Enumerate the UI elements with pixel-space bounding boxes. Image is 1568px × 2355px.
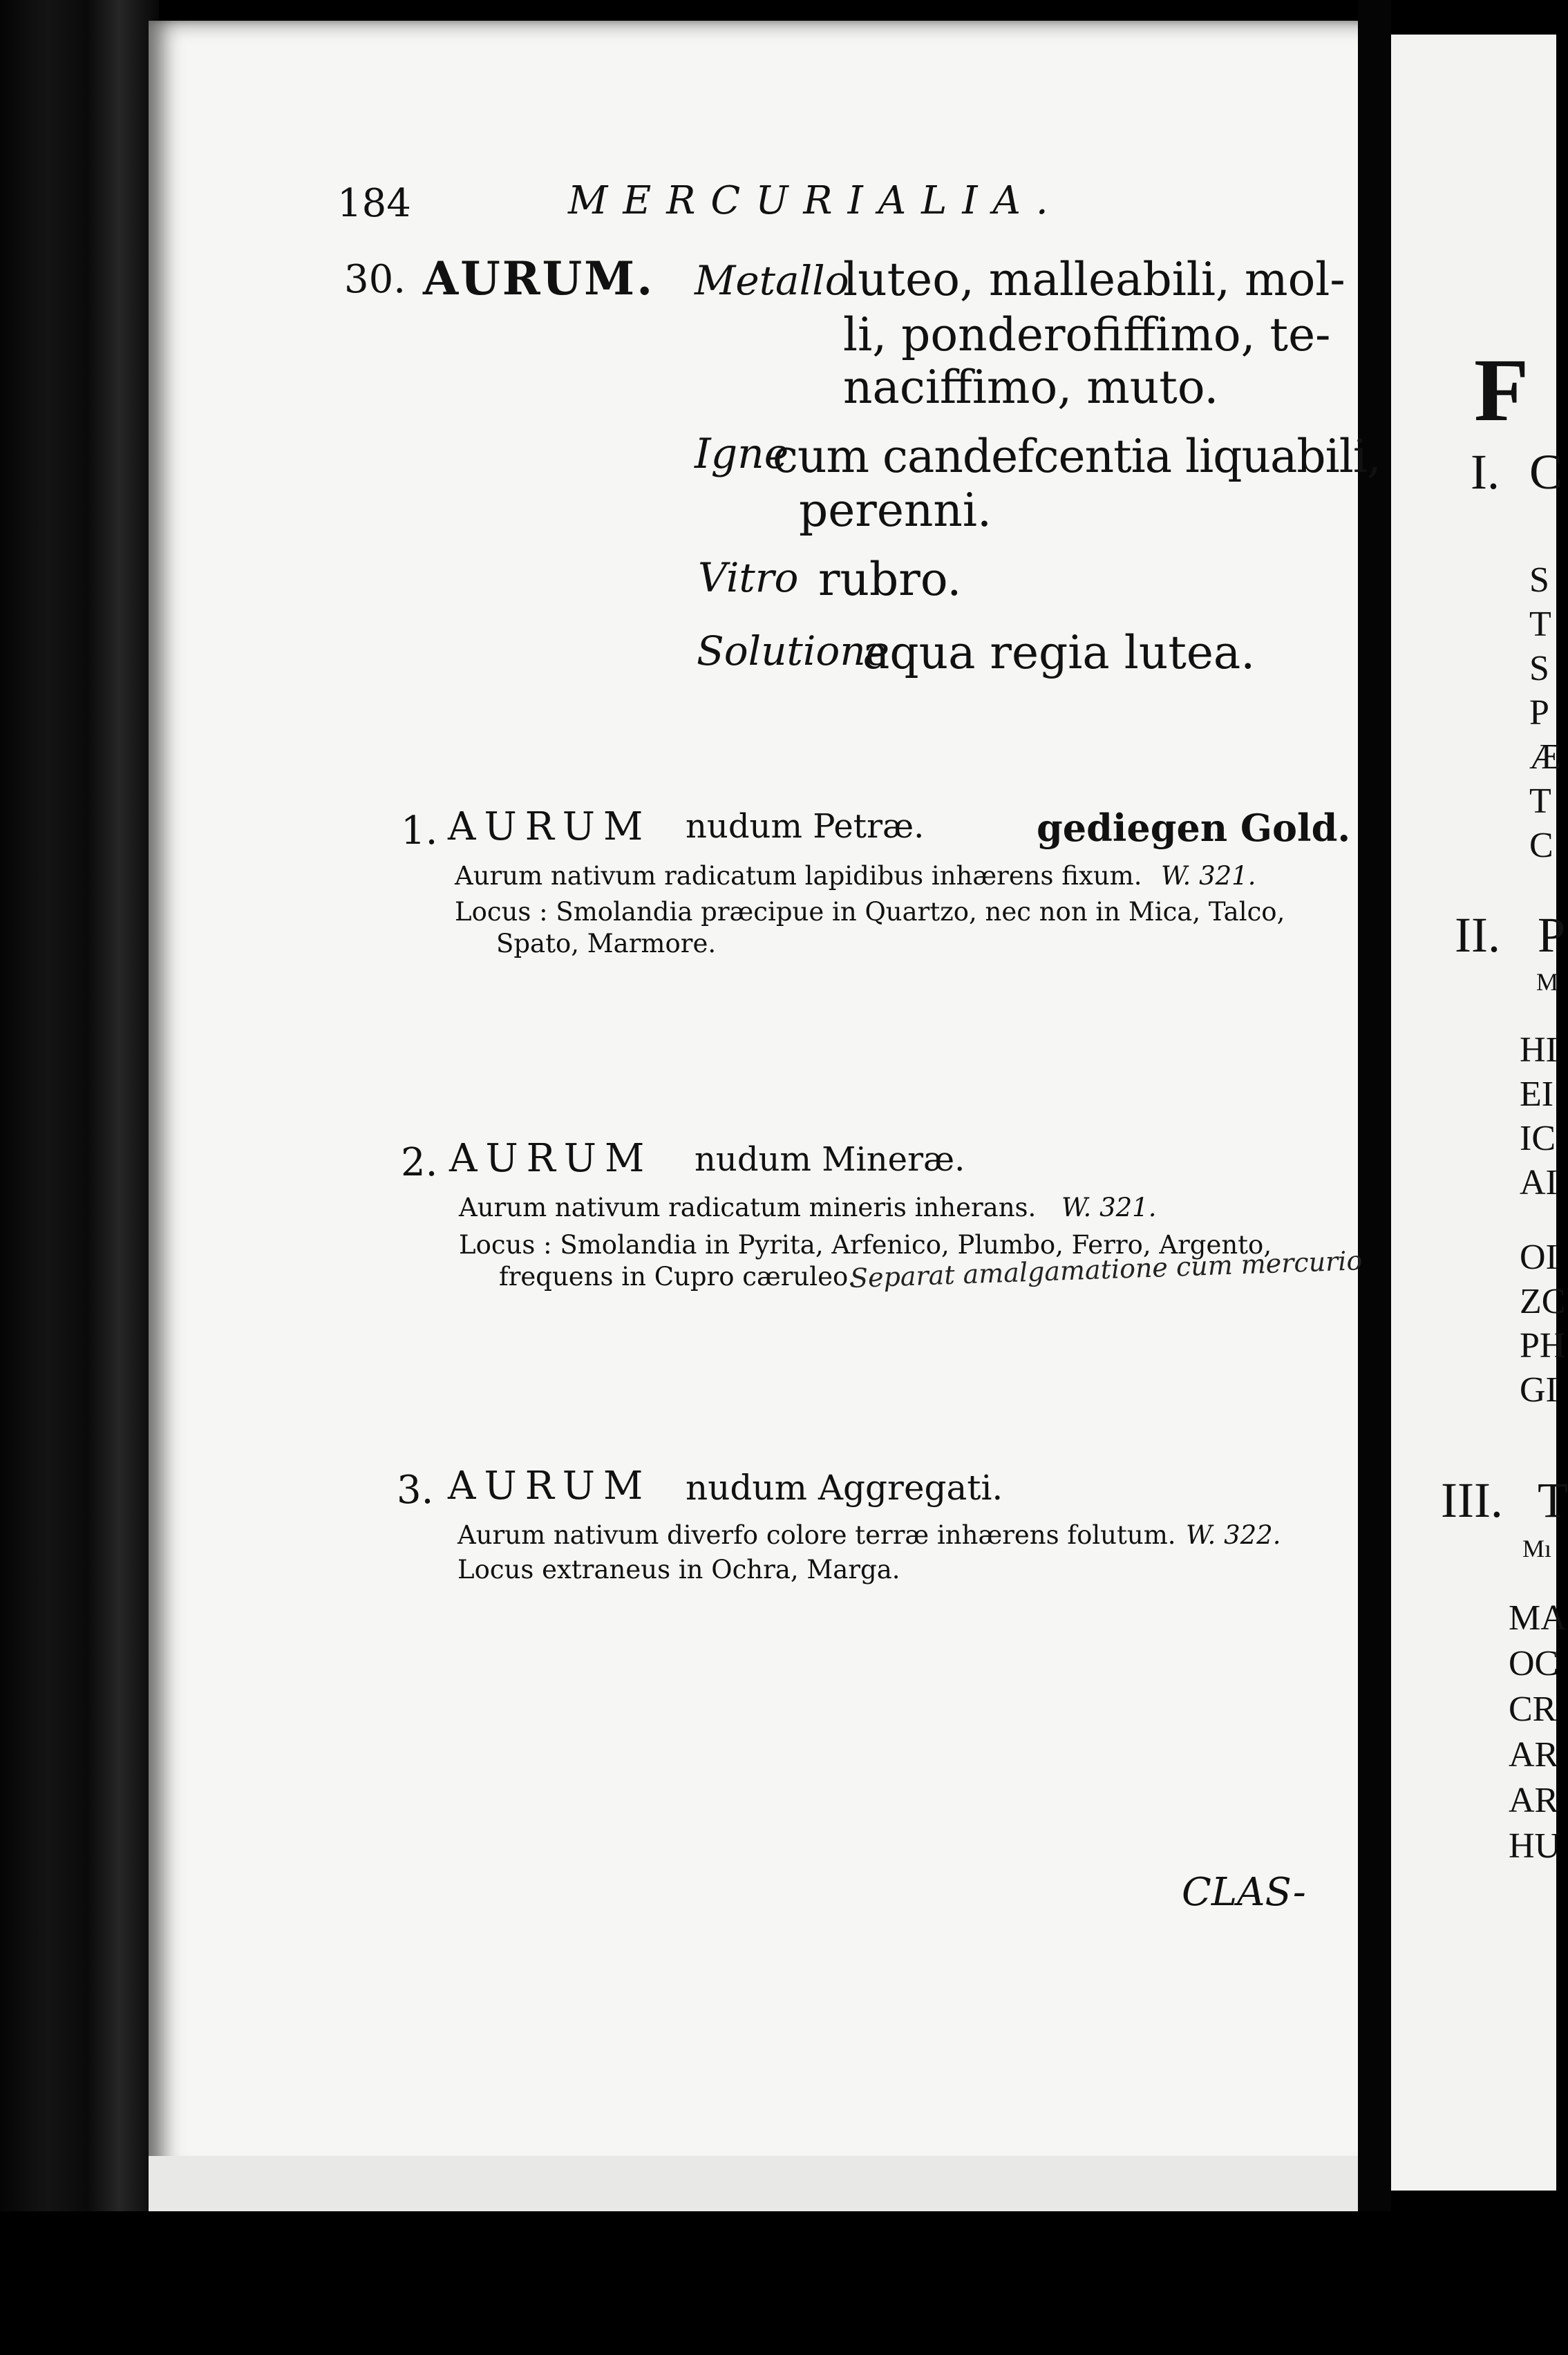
facing-list-item: EI xyxy=(1520,1075,1554,1114)
facing-list-item: HI xyxy=(1520,1030,1558,1070)
character-term: Solutione xyxy=(697,627,890,674)
facing-roman-numeral: I. xyxy=(1471,444,1500,500)
facing-list-item: Æ xyxy=(1529,737,1562,777)
running-title: MERCURIALIA. xyxy=(568,178,1064,223)
species-description: Aurum nativum diverfo colore terræ inhærens folutum. xyxy=(457,1520,1176,1550)
character-line: cum candefcentia liquabili, xyxy=(773,430,1381,483)
page-number: 184 xyxy=(337,181,411,226)
page-gutter xyxy=(1358,0,1391,2246)
species-epithet: nudum Aggregati. xyxy=(686,1468,1003,1508)
locus-line: Spato, Marmore. xyxy=(496,929,717,958)
handwritten-note: Separat amalgamatione cum mercurio xyxy=(849,1245,1363,1294)
locus-line: Locus : Smolandia in Pyrita, Arfenico, Plumbo, Ferro, Argento, xyxy=(459,1230,1272,1260)
facing-list-item: T xyxy=(1529,782,1551,821)
facing-list-item: HU xyxy=(1509,1826,1561,1866)
vernacular-name: gediegen Gold. xyxy=(1037,806,1351,850)
facing-roman-numeral: II. xyxy=(1455,907,1500,963)
character-line: perenni. xyxy=(799,484,992,537)
facing-large-letter: F xyxy=(1474,341,1529,440)
locus-line: Locus : Smolandia præcipue in Quartzo, nec non in Mica, Talco, xyxy=(455,897,1285,927)
facing-list-item: S xyxy=(1529,649,1549,688)
catchword: CLAS- xyxy=(1182,1870,1306,1915)
facing-list-item: MA xyxy=(1509,1598,1567,1638)
facing-list-item: P xyxy=(1529,693,1549,732)
species-name: AURUM xyxy=(448,1464,652,1508)
genus-number: 30. xyxy=(344,257,406,302)
facing-list-item: AR xyxy=(1509,1735,1559,1775)
character-line: luteo, malleabili, mol- xyxy=(843,253,1345,306)
reference: W. 321. xyxy=(1061,1193,1157,1222)
facing-list-item: OC xyxy=(1509,1644,1559,1683)
book-spine xyxy=(0,0,159,2355)
genus-name: AURUM. xyxy=(423,252,655,305)
species-description: Aurum nativum radicatum mineris inherans. xyxy=(459,1193,1037,1222)
facing-list-item: PH xyxy=(1520,1326,1566,1365)
scan-background xyxy=(0,2211,1556,2355)
species-epithet: nudum Mineræ. xyxy=(695,1140,965,1179)
species-epithet: nudum Petræ. xyxy=(686,807,925,846)
facing-heading-letter: T xyxy=(1538,1473,1568,1528)
facing-list-item: T xyxy=(1529,605,1551,644)
facing-list-item: S xyxy=(1529,560,1549,600)
species-name: AURUM xyxy=(448,804,652,849)
character-line: li, ponderofiffimo, te- xyxy=(843,308,1331,361)
facing-roman-numeral: III. xyxy=(1441,1473,1503,1528)
species-name: AURUM xyxy=(449,1136,653,1181)
character-line: aqua regia lutea. xyxy=(862,626,1256,679)
facing-heading-letter: C xyxy=(1529,444,1563,500)
facing-list-item: AI xyxy=(1520,1163,1558,1202)
facing-list-item: OI xyxy=(1520,1238,1558,1277)
reference: W. 321. xyxy=(1161,861,1256,891)
facing-page xyxy=(1391,35,1568,2191)
facing-list-item: C xyxy=(1529,826,1553,865)
reference: W. 322. xyxy=(1186,1520,1281,1550)
species-number: 1. xyxy=(401,808,438,853)
facing-subheading: M xyxy=(1536,968,1559,996)
species-description: Aurum nativum radicatum lapidibus inhærens fixum. xyxy=(455,861,1142,891)
species-number: 2. xyxy=(401,1140,438,1185)
facing-list-item: IC xyxy=(1520,1119,1556,1158)
species-number: 3. xyxy=(397,1468,434,1513)
facing-subheading: Mı xyxy=(1522,1535,1552,1562)
character-term: Igne xyxy=(695,430,789,478)
locus-line: frequens in Cupro cæruleo. xyxy=(499,1262,856,1292)
facing-list-item: AR xyxy=(1509,1781,1559,1820)
character-term: Vitro xyxy=(698,554,799,601)
locus-line: Locus extraneus in Ochra, Marga. xyxy=(457,1555,900,1585)
character-line: naciffimo, muto. xyxy=(843,361,1219,414)
character-term: Metallo xyxy=(695,257,849,304)
facing-list-item: ZC xyxy=(1520,1282,1566,1321)
facing-heading-letter: P xyxy=(1538,907,1566,963)
character-line: rubro. xyxy=(818,553,962,606)
facing-list-item: GI xyxy=(1520,1370,1558,1410)
facing-list-item: CR xyxy=(1509,1690,1557,1729)
